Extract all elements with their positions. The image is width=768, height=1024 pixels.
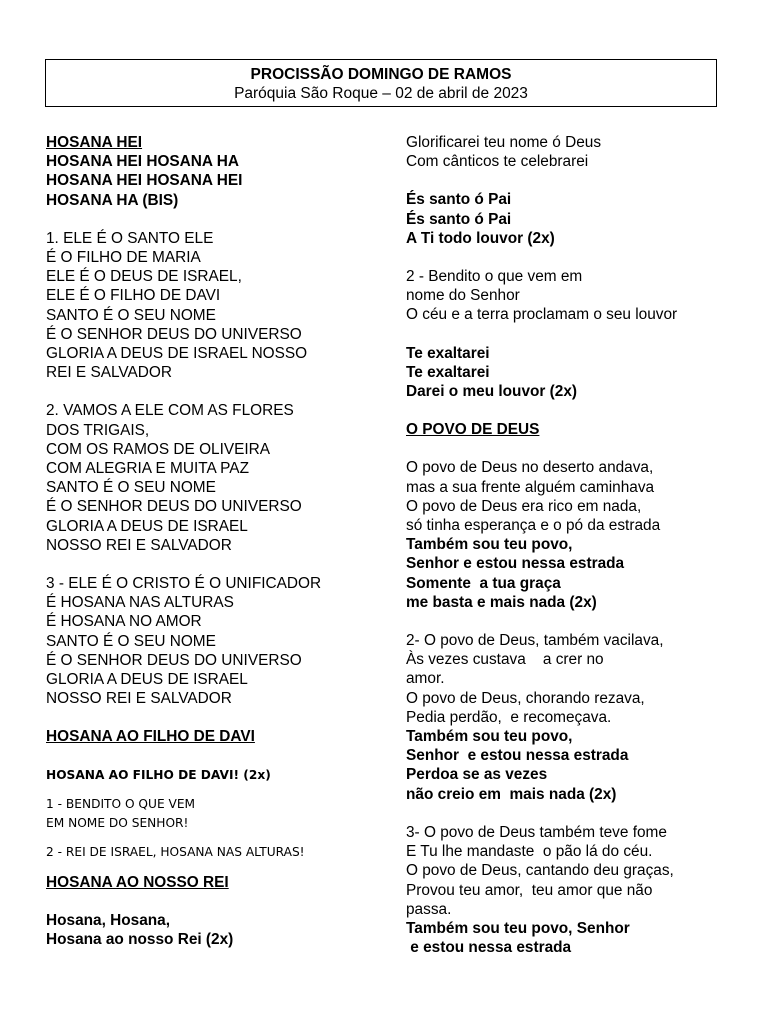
section-heading: HOSANA AO NOSSO REI bbox=[46, 873, 229, 891]
lyric-line: O povo de Deus, cantando deu graças, bbox=[406, 862, 674, 880]
lyric-line: SANTO É O SEU NOME bbox=[46, 306, 216, 324]
line-spacer bbox=[406, 325, 736, 344]
lyric-line: NOSSO REI E SALVADOR bbox=[46, 536, 232, 554]
lyric-line: Também sou teu povo, bbox=[406, 728, 573, 746]
lyric-line: amor. bbox=[406, 670, 445, 688]
lyric-line: HOSANA HEI HOSANA HA bbox=[46, 153, 239, 171]
section-heading: O POVO DE DEUS bbox=[406, 421, 540, 439]
lyric-line: REI E SALVADOR bbox=[46, 364, 173, 382]
lyric-line: Hosana, Hosana, bbox=[46, 911, 171, 929]
lyric-line: É O SENHOR DEUS DO UNIVERSO bbox=[46, 651, 302, 669]
line-spacer bbox=[406, 171, 736, 190]
right-column bbox=[406, 133, 736, 957]
line-spacer bbox=[46, 863, 376, 873]
lyric-line: ELE É O FILHO DE DAVI bbox=[46, 287, 221, 305]
line-spacer bbox=[46, 210, 376, 229]
document-title: PROCISSÃO DOMINGO DE RAMOS bbox=[250, 66, 512, 83]
lyric-line: Darei o meu louvor (2x) bbox=[406, 383, 578, 401]
lyric-line: SANTO É O SEU NOME bbox=[46, 632, 216, 650]
line-spacer bbox=[46, 747, 376, 766]
lyric-line: 2. VAMOS A ELE COM AS FLORES bbox=[46, 402, 294, 420]
section-heading: HOSANA AO FILHO DE DAVI bbox=[46, 728, 255, 746]
line-spacer bbox=[46, 892, 376, 911]
lyric-line: ELE É O DEUS DE ISRAEL, bbox=[46, 268, 242, 286]
line-spacer bbox=[406, 401, 736, 420]
lyric-line: EM NOME DO SENHOR! bbox=[46, 816, 189, 831]
lyric-line: A Ti todo louvor (2x) bbox=[406, 229, 555, 247]
lyric-line: COM OS RAMOS DE OLIVEIRA bbox=[46, 440, 271, 458]
lyric-line: Provou teu amor, teu amor que não bbox=[406, 881, 653, 899]
lyric-line: GLORIA A DEUS DE ISRAEL NOSSO bbox=[46, 345, 308, 363]
lyric-line: Às vezes custava a crer no bbox=[406, 651, 604, 669]
line-spacer bbox=[46, 785, 376, 795]
lyric-line: É O SENHOR DEUS DO UNIVERSO bbox=[46, 325, 302, 343]
lyric-line: 3 - ELE É O CRISTO É O UNIFICADOR bbox=[46, 575, 322, 593]
lyric-line: Somente a tua graça bbox=[406, 574, 561, 592]
lyric-line: GLORIA A DEUS DE ISRAEL bbox=[46, 517, 248, 535]
line-spacer bbox=[46, 382, 376, 401]
lyric-line: 2 - Bendito o que vem em bbox=[406, 268, 583, 286]
lyric-line: 3- O povo de Deus também teve fome bbox=[406, 823, 667, 841]
lyric-line: Senhor e estou nessa estrada bbox=[406, 555, 625, 573]
lyric-line: É O SENHOR DEUS DO UNIVERSO bbox=[46, 498, 302, 516]
lyric-line: O povo de Deus no deserto andava, bbox=[406, 459, 654, 477]
lyric-line: 1. ELE É O SANTO ELE bbox=[46, 229, 214, 247]
line-spacer bbox=[406, 804, 736, 823]
lyric-line: Perdoa se as vezes bbox=[406, 766, 548, 784]
line-spacer bbox=[46, 833, 376, 843]
line-spacer bbox=[406, 248, 736, 267]
lyric-line: Também sou teu povo, bbox=[406, 536, 573, 554]
lyric-line: És santo ó Pai bbox=[406, 210, 512, 228]
lyric-line: É O FILHO DE MARIA bbox=[46, 249, 201, 267]
lyric-line: nome do Senhor bbox=[406, 287, 520, 305]
lyric-line: O povo de Deus, chorando rezava, bbox=[406, 689, 645, 707]
lyric-line: COM ALEGRIA E MUITA PAZ bbox=[46, 460, 249, 478]
lyric-line: O povo de Deus era rico em nada, bbox=[406, 497, 642, 515]
lyric-line: É HOSANA NAS ALTURAS bbox=[46, 594, 234, 612]
lyric-line: Com cânticos te celebrarei bbox=[406, 153, 589, 171]
lyric-line: Também sou teu povo, Senhor bbox=[406, 919, 630, 937]
lyric-line: Te exaltarei bbox=[406, 344, 490, 362]
left-column bbox=[46, 133, 376, 949]
lyric-line: NOSSO REI E SALVADOR bbox=[46, 690, 232, 708]
line-spacer bbox=[406, 612, 736, 631]
lyric-line: HOSANA HA (BIS) bbox=[46, 191, 179, 209]
lyric-line: GLORIA A DEUS DE ISRAEL bbox=[46, 671, 248, 689]
lyric-line: És santo ó Pai bbox=[406, 191, 512, 209]
lyric-line: Te exaltarei bbox=[406, 363, 490, 381]
lyric-line: Senhor e estou nessa estrada bbox=[406, 747, 629, 765]
line-spacer bbox=[46, 555, 376, 574]
document-header bbox=[45, 59, 717, 107]
lyric-line: me basta e mais nada (2x) bbox=[406, 593, 597, 611]
lyric-line: O céu e a terra proclamam o seu louvor bbox=[406, 306, 678, 324]
lyric-line: HOSANA HEI HOSANA HEI bbox=[46, 172, 243, 190]
lyric-line: É HOSANA NO AMOR bbox=[46, 613, 202, 631]
lyric-line: SANTO É O SEU NOME bbox=[46, 479, 216, 497]
lyric-line: DOS TRIGAIS, bbox=[46, 421, 150, 439]
lyric-line: não creio em mais nada (2x) bbox=[406, 785, 617, 803]
lyric-line: só tinha esperança e o pó da estrada bbox=[406, 517, 661, 535]
lyric-line: e estou nessa estrada bbox=[406, 939, 572, 957]
line-spacer bbox=[46, 708, 376, 727]
document-subtitle: Paróquia São Roque – 02 de abril de 2023 bbox=[234, 85, 528, 102]
lyric-line: Pedia perdão, e recomeçava. bbox=[406, 708, 612, 726]
lyric-line: 2 - REI DE ISRAEL, HOSANA NAS ALTURAS! bbox=[46, 845, 305, 860]
lyric-line: mas a sua frente alguém caminhava bbox=[406, 478, 655, 496]
lyric-line: 2- O povo de Deus, também vacilava, bbox=[406, 632, 664, 650]
lyric-line: E Tu lhe mandaste o pão lá do céu. bbox=[406, 843, 653, 861]
line-spacer bbox=[406, 439, 736, 458]
lyric-line: Glorificarei teu nome ó Deus bbox=[406, 134, 602, 151]
lyric-line: HOSANA AO FILHO DE DAVI! (2x) bbox=[46, 767, 271, 782]
lyric-line: 1 - BENDITO O QUE VEM bbox=[46, 796, 196, 811]
lyric-line: Hosana ao nosso Rei (2x) bbox=[46, 930, 234, 948]
lyric-line: passa. bbox=[406, 900, 452, 918]
section-heading: HOSANA HEI bbox=[46, 134, 143, 151]
